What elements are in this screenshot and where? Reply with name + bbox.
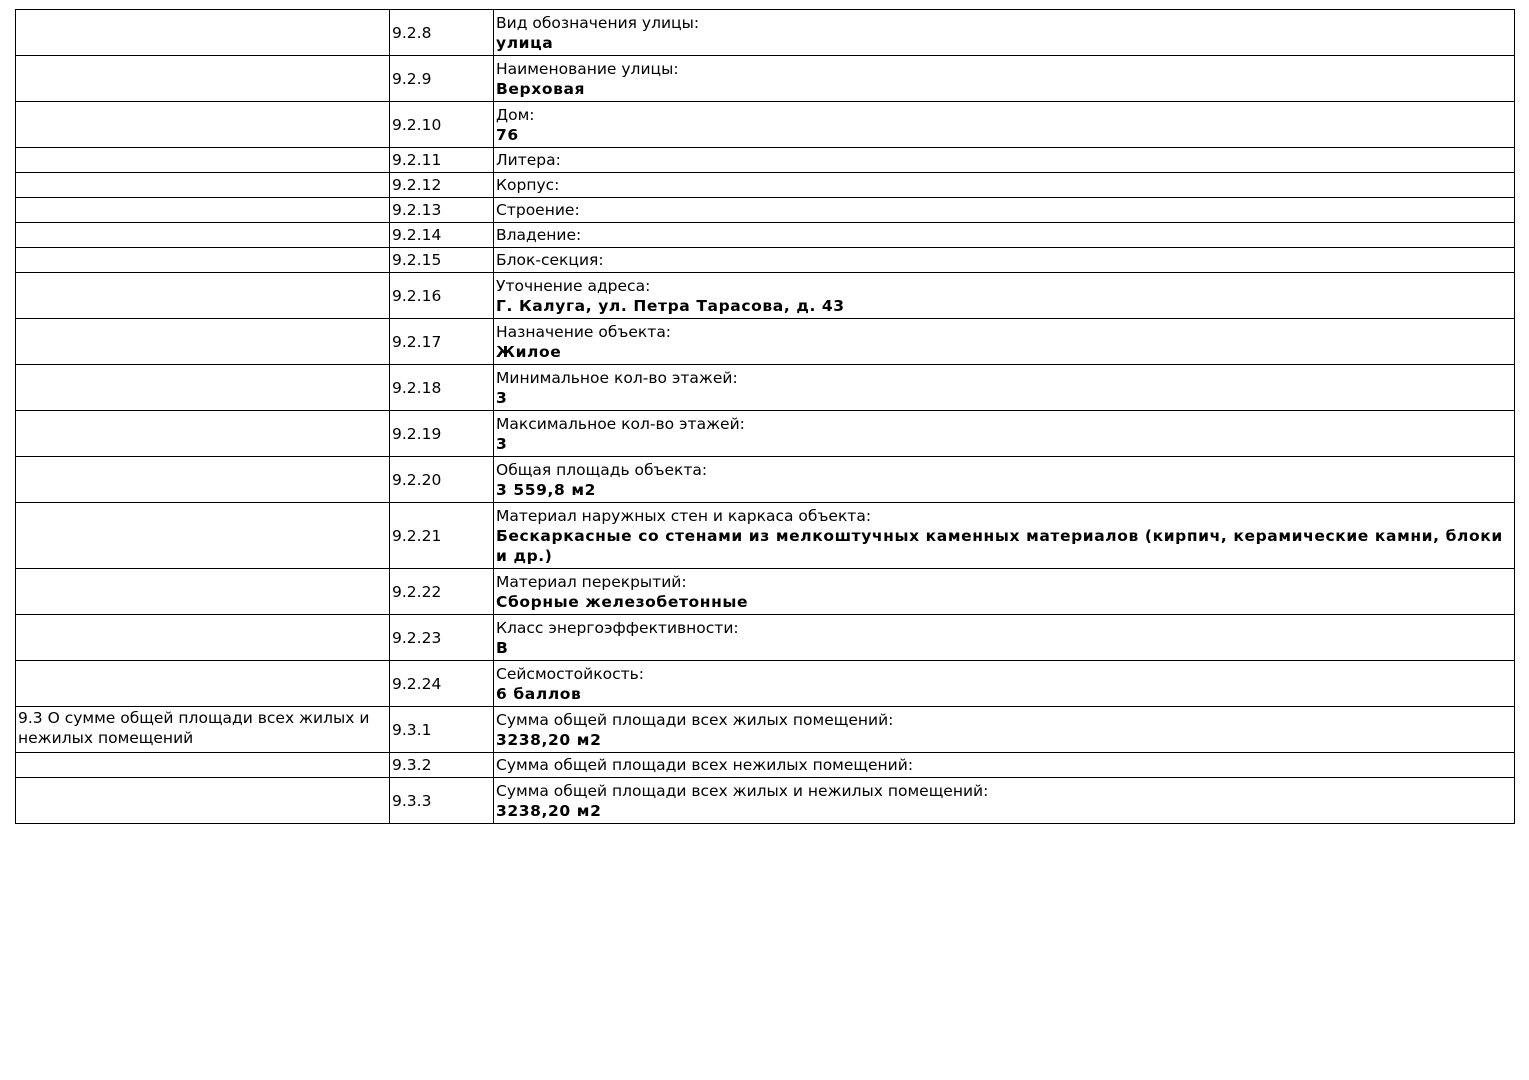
- item-number: 9.3.1: [390, 707, 494, 753]
- table-row: [16, 661, 1515, 707]
- table-row: [16, 457, 1515, 503]
- table-row: [16, 707, 1515, 753]
- section-cell: [16, 223, 390, 248]
- item-label: Материал наружных стен и каркаса объекта:: [496, 506, 872, 525]
- item-content: [494, 319, 1515, 365]
- section-cell: [16, 273, 390, 319]
- item-number: 9.2.17: [390, 319, 494, 365]
- item-number: 9.3.2: [390, 753, 494, 778]
- item-number: 9.2.8: [390, 10, 494, 56]
- item-label: Вид обозначения улицы:: [496, 13, 700, 32]
- section-cell: [16, 248, 390, 273]
- item-number: 9.3.3: [390, 778, 494, 824]
- item-content: [494, 707, 1515, 753]
- item-value: 3: [496, 434, 508, 453]
- item-label: Наименование улицы:: [496, 59, 679, 78]
- item-label: Сумма общей площади всех жилых помещений:: [496, 710, 894, 729]
- table-row: [16, 411, 1515, 457]
- item-number: 9.2.23: [390, 615, 494, 661]
- section-cell: 9.3 О сумме общей площади всех жилых и нежилых помещений: [16, 707, 390, 753]
- table-row: [16, 223, 1515, 248]
- section-cell: [16, 365, 390, 411]
- item-content: [494, 273, 1515, 319]
- item-value: 76: [496, 125, 519, 144]
- section-cell: [16, 457, 390, 503]
- item-number: 9.2.21: [390, 503, 494, 569]
- item-content: [494, 248, 1515, 273]
- item-number: 9.2.10: [390, 102, 494, 148]
- table-row: [16, 248, 1515, 273]
- item-label: Материал перекрытий:: [496, 572, 687, 591]
- item-label: Назначение объекта:: [496, 322, 672, 341]
- item-content: [494, 56, 1515, 102]
- item-label: Сейсмостойкость:: [496, 664, 644, 683]
- section-cell: [16, 198, 390, 223]
- table-row: [16, 569, 1515, 615]
- section-cell: [16, 148, 390, 173]
- item-number: 9.2.15: [390, 248, 494, 273]
- table-row: [16, 148, 1515, 173]
- section-cell: [16, 503, 390, 569]
- item-label: Общая площадь объекта:: [496, 460, 708, 479]
- item-content: [494, 778, 1515, 824]
- item-value: 3238,20 м2: [496, 801, 602, 820]
- table-row: [16, 10, 1515, 56]
- item-content: [494, 753, 1515, 778]
- item-content: [494, 365, 1515, 411]
- section-cell: [16, 56, 390, 102]
- section-cell: [16, 615, 390, 661]
- item-content: [494, 411, 1515, 457]
- item-value: B: [496, 638, 509, 657]
- item-value: 3: [496, 388, 508, 407]
- item-label: Блок-секция:: [496, 251, 604, 269]
- item-number: 9.2.9: [390, 56, 494, 102]
- item-value: Бескаркасные со стенами из мелкоштучных каменных материалов (кирпич, керамические камни, блоки и др.): [496, 526, 1503, 565]
- item-number: 9.2.19: [390, 411, 494, 457]
- item-value: Г. Калуга, ул. Петра Тарасова, д. 43: [496, 296, 845, 315]
- item-label: Класс энергоэффективности:: [496, 618, 739, 637]
- item-content: [494, 457, 1515, 503]
- item-label: Сумма общей площади всех нежилых помещений:: [496, 756, 914, 774]
- section-cell: [16, 411, 390, 457]
- table-row: [16, 503, 1515, 569]
- section-cell: [16, 569, 390, 615]
- project-declaration-table: [15, 9, 1515, 824]
- item-label: Литера:: [496, 151, 561, 169]
- item-content: [494, 148, 1515, 173]
- item-label: Владение:: [496, 226, 582, 244]
- item-value: 3238,20 м2: [496, 730, 602, 749]
- item-label: Уточнение адреса:: [496, 276, 651, 295]
- table-row: [16, 56, 1515, 102]
- item-label: Сумма общей площади всех жилых и нежилых помещений:: [496, 781, 989, 800]
- item-value: Сборные железобетонные: [496, 592, 749, 611]
- section-cell: [16, 102, 390, 148]
- item-label: Минимальное кол-во этажей:: [496, 368, 738, 387]
- table-row: [16, 198, 1515, 223]
- item-value: улица: [496, 33, 554, 52]
- item-content: [494, 198, 1515, 223]
- section-cell: [16, 661, 390, 707]
- item-number: 9.2.12: [390, 173, 494, 198]
- table-row: [16, 319, 1515, 365]
- section-cell: [16, 173, 390, 198]
- section-cell: [16, 778, 390, 824]
- item-content: [494, 661, 1515, 707]
- item-content: [494, 10, 1515, 56]
- item-label: Максимальное кол-во этажей:: [496, 414, 745, 433]
- item-number: 9.2.13: [390, 198, 494, 223]
- item-value: Верховая: [496, 79, 586, 98]
- section-cell: [16, 319, 390, 365]
- item-value: 3 559,8 м2: [496, 480, 597, 499]
- item-content: [494, 615, 1515, 661]
- item-number: 9.2.14: [390, 223, 494, 248]
- table-row: [16, 365, 1515, 411]
- item-content: [494, 569, 1515, 615]
- item-number: 9.2.11: [390, 148, 494, 173]
- item-content: [494, 503, 1515, 569]
- item-value: Жилое: [496, 342, 562, 361]
- item-content: [494, 223, 1515, 248]
- item-content: [494, 102, 1515, 148]
- table-row: [16, 102, 1515, 148]
- table-row: [16, 753, 1515, 778]
- section-cell: [16, 10, 390, 56]
- section-cell: [16, 753, 390, 778]
- item-number: 9.2.24: [390, 661, 494, 707]
- item-label: Строение:: [496, 201, 580, 219]
- table-row: [16, 273, 1515, 319]
- item-value: 6 баллов: [496, 684, 582, 703]
- item-number: 9.2.20: [390, 457, 494, 503]
- table-row: [16, 778, 1515, 824]
- item-label: Дом:: [496, 105, 535, 124]
- item-number: 9.2.22: [390, 569, 494, 615]
- table-row: [16, 615, 1515, 661]
- item-number: 9.2.18: [390, 365, 494, 411]
- item-number: 9.2.16: [390, 273, 494, 319]
- table-row: [16, 173, 1515, 198]
- item-content: [494, 173, 1515, 198]
- item-label: Корпус:: [496, 176, 560, 194]
